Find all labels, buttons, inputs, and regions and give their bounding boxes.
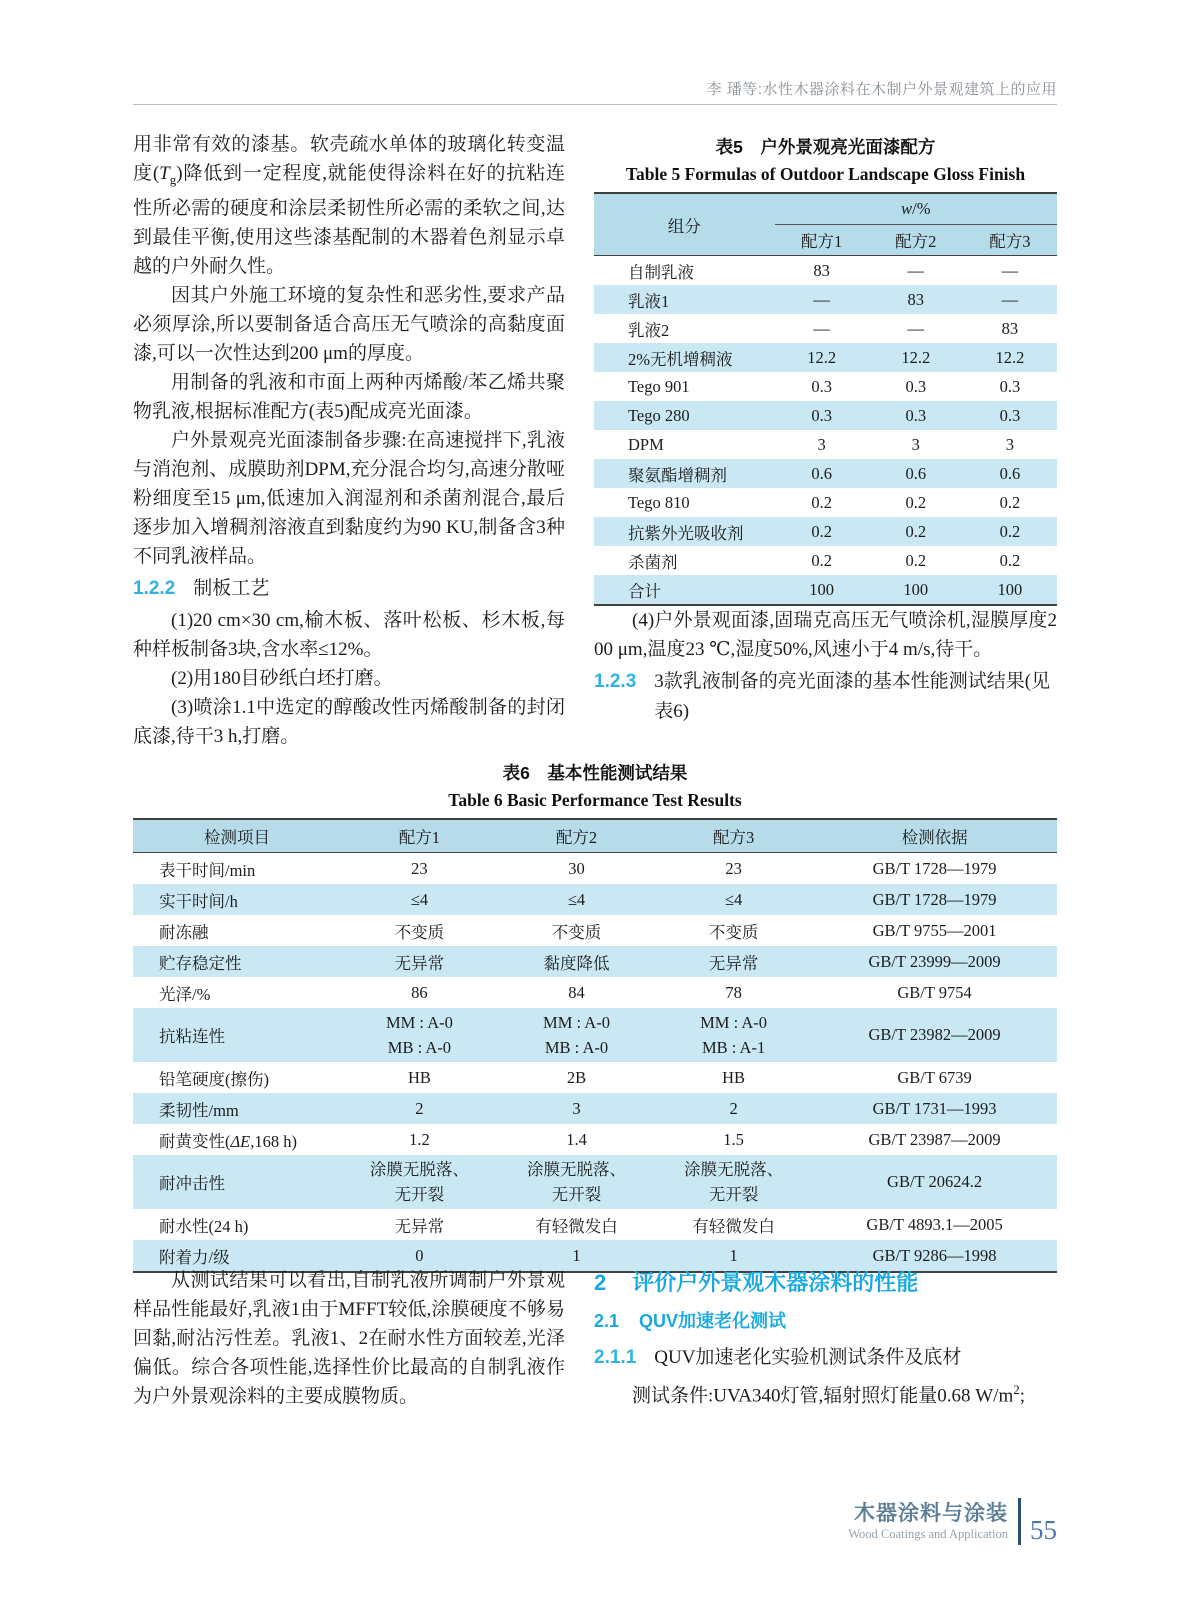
table5 bbox=[594, 192, 1057, 606]
table5-body bbox=[594, 256, 1057, 606]
table-row: 实干时间/h ≤4 ≤4 ≤4 GB/T 1728—1979 bbox=[133, 884, 1057, 915]
table5-head bbox=[594, 193, 1057, 256]
heading-label: 3款乳液制备的亮光面漆的基本性能测试结果(见表6) bbox=[654, 671, 1051, 722]
table-row: 乳液1 — 83 — bbox=[594, 285, 1057, 314]
table-row: 表干时间/min 23 30 23 GB/T 1728—1979 bbox=[159, 858, 997, 880]
heading-2 bbox=[594, 1268, 1057, 1298]
table6 bbox=[133, 818, 1057, 1273]
bottom-right-column bbox=[594, 1266, 1057, 1411]
heading-label: QUV加速老化实验机测试条件及底材 bbox=[654, 1347, 962, 1368]
table5-col-f2: 配方2 bbox=[869, 225, 963, 256]
table5-col-f1: 配方1 bbox=[775, 225, 869, 256]
table6-title-cn: 表6 基本性能测试结果 bbox=[502, 763, 688, 783]
table-row: 贮存稳定性 无异常 黏度降低 无异常 GB/T 23999—2009 bbox=[133, 946, 1057, 977]
paragraph-quv-conditions: 测试条件:UVA340灯管,辐射照灯能量0.68 $W/m^2$; bbox=[632, 1382, 1025, 1407]
paragraph-base-properties: 用非常有效的漆基。软壳疏水单体的玻璃化转变温度$(T_g)$降低到一定程度,就能使得涂料在好的抗粘连性所必需的硬度和涂层柔韧性所必需的柔软之间,达到最佳平衡,使用这些漆基配制的木器着色剂显示卓越的户外耐久性。 bbox=[133, 134, 565, 277]
table-row: 耐黄变性(ΔE,168 h) 1.2 1.4 1.5 GB/T 23987—2009 bbox=[159, 1129, 1001, 1151]
journal-name-en: Wood Coatings and Application bbox=[848, 1527, 1008, 1541]
footer-divider-bar bbox=[1018, 1498, 1021, 1545]
paragraph-thick-coating: 因其户外施工环境的复杂性和恶劣性,要求产品必须厚涂,所以要制备适合高压无气喷涂的高黏度面漆,可以一次性达到200 μm的厚度。 bbox=[133, 284, 565, 364]
heading-label: QUV加速老化测试 bbox=[639, 1311, 787, 1331]
table5-title-cn: 表5 户外景观亮光面漆配方 bbox=[715, 137, 936, 157]
table-row: 自制乳液 83 — — bbox=[628, 260, 1019, 282]
table5-col-w: w/% bbox=[775, 193, 1057, 225]
table6-col-f1: 配方1 bbox=[341, 819, 498, 853]
table6-body bbox=[133, 853, 1057, 1273]
heading-label: 评价户外景观木器涂料的性能 bbox=[632, 1270, 919, 1295]
table-row: 抗紫外光吸收剂 0.2 0.2 0.2 bbox=[594, 517, 1057, 546]
paragraph-preparation-steps: 户外景观亮光面漆制备步骤:在高速搅拌下,乳液与消泡剂、成膜助剂DPM,充分混合均匀,高速分散哑粉细度至15 μm,低速加入润湿剂和杀菌剂混合,最后逐步加入增稠剂溶液直到黏度约为90 KU,制备含3种不同乳液样品。 bbox=[133, 429, 565, 567]
table5-title-en: Table 5 Formulas of Outdoor Landscape Gloss Finish bbox=[625, 164, 1026, 184]
superscript-2: 2 bbox=[1013, 1382, 1020, 1397]
table5-col-f3: 配方3 bbox=[963, 225, 1057, 256]
variable-T: T bbox=[159, 163, 170, 184]
table-row: Tego 901 0.3 0.3 0.3 bbox=[628, 376, 1021, 396]
running-head: 李 璠等:水性木器涂料在木制户外景观建筑上的应用 bbox=[706, 81, 1057, 98]
table6-title-en: Table 6 Basic Performance Test Results bbox=[448, 790, 742, 810]
table-row: 附着力/级 0 1 1 GB/T 9286—1998 bbox=[133, 1240, 1057, 1272]
paragraph-emulsions: 用制备的乳液和市面上两种丙烯酸/苯乙烯共聚物乳液,根据标准配方(表5)配成亮光面漆。 bbox=[133, 371, 565, 422]
table-row: 光泽/% 86 84 78 GB/T 9754 bbox=[159, 982, 972, 1004]
page-number: 55 bbox=[1030, 1515, 1057, 1545]
top-left-column bbox=[133, 130, 565, 751]
table6-head bbox=[133, 819, 1057, 853]
heading-1-2-2 bbox=[133, 574, 565, 604]
table6-col-item: 检测项目 bbox=[133, 819, 341, 853]
section-top bbox=[133, 130, 1057, 751]
table-row: 乳液2 — — 83 bbox=[628, 318, 1019, 340]
top-right-column bbox=[594, 130, 1057, 751]
table-row: 杀菌剂 0.2 0.2 0.2 bbox=[628, 550, 1021, 572]
journal-name-block bbox=[848, 1501, 1008, 1542]
table6-col-f2: 配方2 bbox=[498, 819, 655, 853]
heading-number: 2.1 bbox=[594, 1311, 620, 1331]
table-row: 2%无机增稠液 12.2 12.2 12.2 bbox=[594, 343, 1057, 372]
subscript-g: g bbox=[169, 171, 177, 187]
heading-number: 1.2.2 bbox=[133, 577, 176, 599]
heading-number: 2.1.1 bbox=[594, 1347, 637, 1368]
list-item-2: (2)用180目砂纸白坯打磨。 bbox=[171, 667, 393, 689]
table-row: 柔韧性/mm 2 3 2 GB/T 1731—1993 bbox=[133, 1093, 1057, 1124]
table-row: Tego 810 0.2 0.2 0.2 bbox=[628, 492, 1021, 512]
journal-footer bbox=[133, 1498, 1057, 1545]
table6-col-standard: 检测依据 bbox=[812, 819, 1057, 853]
heading-label: 制板工艺 bbox=[193, 577, 270, 599]
list-item-1: (1)20 cm×30 cm,榆木板、落叶松板、杉木板,每种样板制备3块,含水率≤12%。 bbox=[133, 609, 565, 660]
heading-2-1-1 bbox=[594, 1343, 1057, 1373]
heading-1-2-3 bbox=[594, 667, 1057, 727]
list-item-3: (3)喷涂1.1中选定的醇酸改性丙烯酸制备的封闭底漆,待干3 h,打磨。 bbox=[133, 696, 565, 747]
table-row: 抗粘连性 MM : A-0 MB : A-0 MM : A-0 MB : A-0 MM : A-0 MB : A-1 GB/T 23982—2009 bbox=[133, 1008, 1057, 1062]
header-divider bbox=[133, 104, 1057, 105]
section-bottom bbox=[133, 1266, 1057, 1411]
bottom-left-column bbox=[133, 1266, 565, 1411]
table6-block bbox=[133, 760, 1057, 1273]
table-row: 耐水性(24 h) 无异常 有轻微发白 有轻微发白 GB/T 4893.1—2005 bbox=[159, 1214, 1003, 1236]
table6-col-f3: 配方3 bbox=[655, 819, 812, 853]
heading-2-1 bbox=[594, 1308, 1057, 1334]
table-row: 合计 100 100 100 bbox=[594, 575, 1057, 605]
journal-name-cn: 木器涂料与涂装 bbox=[854, 1502, 1008, 1525]
table5-titles bbox=[594, 134, 1057, 187]
table5-block bbox=[594, 134, 1057, 606]
table-row: 耐冻融 不变质 不变质 不变质 GB/T 9755—2001 bbox=[159, 920, 997, 942]
table-row: 铅笔硬度(擦伤) HB 2B HB GB/T 6739 bbox=[159, 1067, 972, 1089]
table5-col-group: 组分 bbox=[594, 193, 775, 256]
list-item-4: (4)户外景观面漆,固瑞克高压无气喷涂机,湿膜厚度200 μm,温度23 ℃,湿度50%,风速小于4 m/s,待干。 bbox=[594, 610, 1057, 660]
heading-number: 1.2.3 bbox=[594, 671, 637, 692]
delta-e-symbol: ΔE bbox=[230, 1131, 251, 1151]
table-row: 耐冲击性 涂膜无脱落、 无开裂 涂膜无脱落、 无开裂 涂膜无脱落、 无开裂 GB/T 20624.2 bbox=[133, 1155, 1057, 1209]
table-row: Tego 280 0.3 0.3 0.3 bbox=[594, 401, 1057, 430]
paragraph-conclusion: 从测试结果可以看出,自制乳液所调制户外景观样品性能最好,乳液1由于MFFT较低,涂膜硬度不够易回黏,耐沾污性差。乳液1、2在耐水性方面较差,光泽偏低。综合各项性能,选择性价比最高的自制乳液作为户外景观涂料的主要成膜物质。 bbox=[133, 1270, 565, 1407]
heading-number: 2 bbox=[594, 1270, 607, 1295]
table-row: DPM 3 3 3 bbox=[628, 434, 1015, 454]
table-row: 聚氨酯增稠剂 0.6 0.6 0.6 bbox=[594, 459, 1057, 488]
